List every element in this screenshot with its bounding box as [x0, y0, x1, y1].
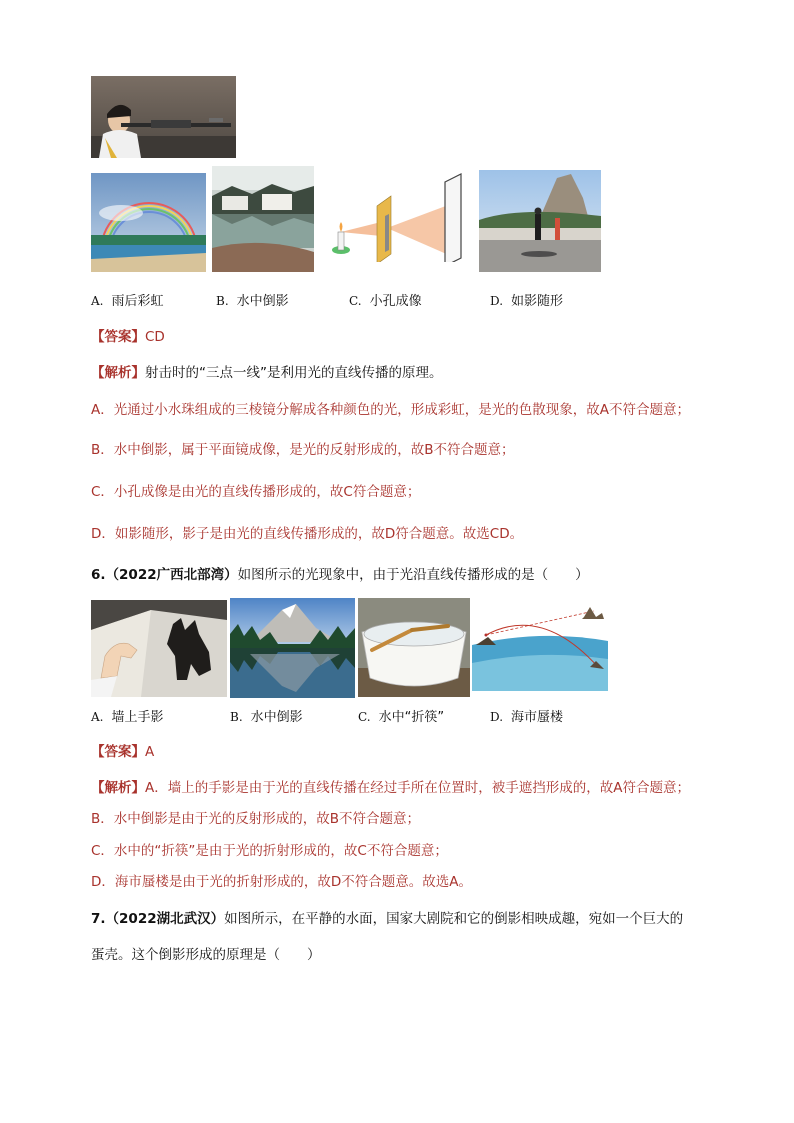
q6-option-b: B. 水中倒影 [230, 710, 303, 725]
q6-analysis: 【解析】A．墙上的手影是由于光的直线传播在经过手所在位置时，被手遮挡形成的，故A符合题意； [91, 780, 690, 796]
q7-stem: 7.（2022湖北武汉）如图所示，在平静的水面，国家大剧院和它的倒影相映成趣，宛如一个巨大的 [91, 911, 684, 927]
q7-stem-cont: 蛋壳。这个倒影形成的原理是（ ） [91, 947, 321, 963]
q6-answer: 【答案】A [91, 744, 155, 760]
q5-line-c: C．小孔成像是由光的直线传播形成的，故C符合题意； [91, 484, 421, 500]
mirage-diagram [472, 605, 608, 691]
q6-line-d: D．海市蜃楼是由于光的折射形成的，故D不符合题意。故选A。 [91, 874, 473, 890]
q6-option-a: A. 墙上手影 [91, 710, 164, 725]
shooting-photo [91, 76, 236, 158]
lake-reflection-photo [230, 598, 355, 698]
hand-shadow-photo [91, 600, 227, 697]
water-reflection-photo [212, 166, 314, 272]
q6-line-b: B．水中倒影是由于光的反射形成的，故B不符合题意； [91, 811, 421, 827]
pinhole-imaging-diagram [323, 170, 468, 262]
q6-option-c: C. 水中“折筷” [358, 710, 445, 725]
bent-chopstick-photo [358, 598, 470, 697]
q5-option-b: B. 水中倒影 [216, 294, 289, 309]
q5-option-a: A. 雨后彩虹 [91, 294, 164, 309]
q6-line-c: C．水中的“折筷”是由于光的折射形成的，故C不符合题意； [91, 843, 448, 859]
q5-option-c: C. 小孔成像 [349, 294, 422, 309]
q5-analysis: 【解析】射击时的“三点一线”是利用光的直线传播的原理。 [91, 365, 443, 381]
rainbow-photo [91, 173, 206, 272]
q5-answer: 【答案】CD [91, 329, 165, 345]
shadow-photo [479, 170, 601, 272]
q5-line-b: B．水中倒影，属于平面镜成像，是光的反射形成的，故B不符合题意； [91, 442, 515, 458]
q6-stem: 6.（2022广西北部湾）如图所示的光现象中，由于光沿直线传播形成的是（ ） [91, 567, 589, 583]
q5-option-d: D. 如影随形 [490, 294, 564, 309]
q6-option-d: D. 海市蜃楼 [490, 710, 564, 725]
q5-line-a: A．光通过小水珠组成的三棱镜分解成各种颜色的光，形成彩虹，是光的色散现象，故A不符合题意； [91, 402, 690, 418]
q5-line-d: D．如影随形，影子是由光的直线传播形成的，故D符合题意。故选CD。 [91, 526, 524, 542]
